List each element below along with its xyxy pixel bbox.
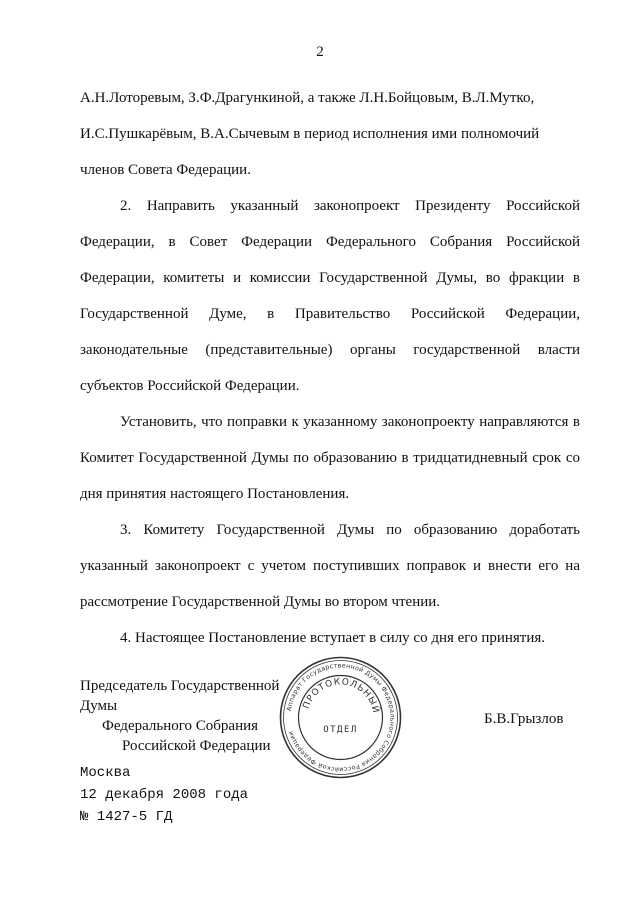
paragraph-line: законодательные (представительные) органы государственной власти (80, 342, 580, 358)
paragraph-line: Государственной Думе, в Правительство Российской Федерации, (80, 306, 580, 322)
footer-city: Москва (80, 765, 131, 781)
paragraph-line: Установить, что поправки к указанному законопроекту направляются в (120, 414, 580, 430)
document-footer (80, 762, 248, 828)
signature-title-line: Федерального Собрания (102, 718, 259, 734)
paragraph-line: А.Н.Лоторевым, З.Ф.Драгункиной, а также Л.Н.Бойцовым, В.Л.Мутко, (80, 90, 535, 106)
paragraph-continuation (80, 80, 580, 188)
paragraph-line: членов Совета Федерации. (80, 162, 251, 178)
stamp-inner-text: ПРОТОКОЛЬНЫЙ (301, 677, 381, 715)
paragraph-item-2 (80, 188, 580, 404)
paragraph-line: Федерации, в Совет Федерации Федерального Собрания Российской (80, 234, 580, 250)
signature-title-line: Российской Федерации (122, 738, 271, 754)
footer-number: № 1427-5 ГД (80, 809, 173, 825)
paragraph-item-3 (80, 512, 580, 620)
official-stamp (278, 655, 403, 780)
paragraph-line: Федерации, комитеты и комиссии Государственной Думы, во фракции в (80, 270, 580, 286)
svg-text:ПРОТОКОЛЬНЫЙ (302, 677, 383, 714)
page-number: 2 (316, 44, 324, 60)
signer-name: Б.В.Грызлов (484, 711, 564, 727)
signature-title-line: Председатель Государственной Думы (80, 678, 280, 714)
paragraph-amendments (80, 404, 580, 512)
paragraph-line: дня принятия настоящего Постановления. (80, 486, 350, 502)
paragraph-line: 3. Комитету Государственной Думы по образованию доработать (120, 522, 580, 538)
stamp-outer-text: Аппарат Государственной Думы Федерального Собрания Российской Федерации (285, 662, 396, 773)
paragraph-line: рассмотрение Государственной Думы во втором чтении. (80, 594, 441, 610)
paragraph-line: 2. Направить указанный законопроект Президенту Российской (120, 198, 580, 214)
footer-date: 12 декабря 2008 года (80, 787, 249, 803)
paragraph-line: 4. Настоящее Постановление вступает в силу со дня его принятия. (120, 630, 546, 646)
paragraph-line: Комитет Государственной Думы по образованию в тридцатидневный срок со (80, 450, 580, 466)
paragraph-item-4 (80, 620, 580, 656)
paragraph-line: И.С.Пушкарёвым, В.А.Сычевым в период исполнения ими полномочий (80, 126, 540, 142)
paragraph-line: указанный законопроект с учетом поступивших поправок и внести его на (80, 558, 580, 574)
stamp-center-text: ОТДЕЛ (323, 725, 358, 735)
paragraph-line: субъектов Российской Федерации. (80, 378, 300, 394)
